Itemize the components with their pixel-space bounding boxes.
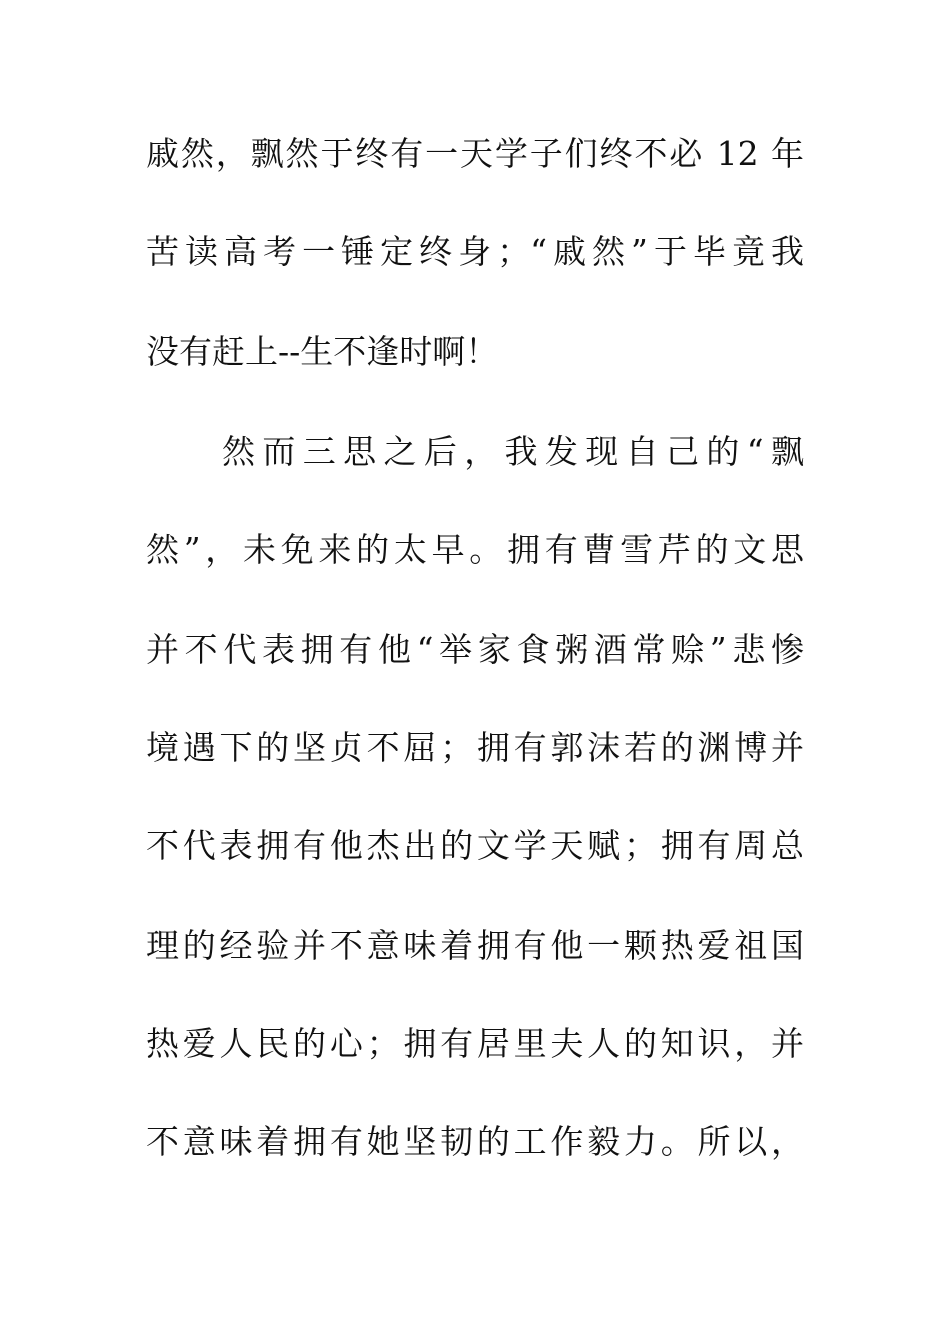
text-line: 热爱人民的心；拥有居里夫人的知识，并 [146, 1024, 804, 1063]
text-line: 境遇下的坚贞不屈；拥有郭沫若的渊博并 [146, 728, 804, 767]
text-line: 然”，未免来的太早。拥有曹雪芹的文思 [146, 530, 804, 569]
text-line: 理的经验并不意味着拥有他一颗热爱祖国 [146, 926, 804, 965]
text-line: 苦读高考一锤定终身；“戚然”于毕竟我 [146, 232, 804, 271]
text-line: 不代表拥有他杰出的文学天赋；拥有周总 [146, 826, 804, 865]
text-line: 并不代表拥有他“举家食粥酒常赊”悲惨 [146, 630, 804, 669]
text-line: 戚然，飘然于终有一天学子们终不必 12 年 [146, 134, 804, 173]
text-line: 不意味着拥有她坚韧的工作毅力。所以， [146, 1122, 804, 1161]
text-line: 没有赶上--生不逢时啊！ [146, 332, 499, 371]
paragraph-first-line: 然而三思之后，我发现自己的“飘 [222, 432, 804, 471]
